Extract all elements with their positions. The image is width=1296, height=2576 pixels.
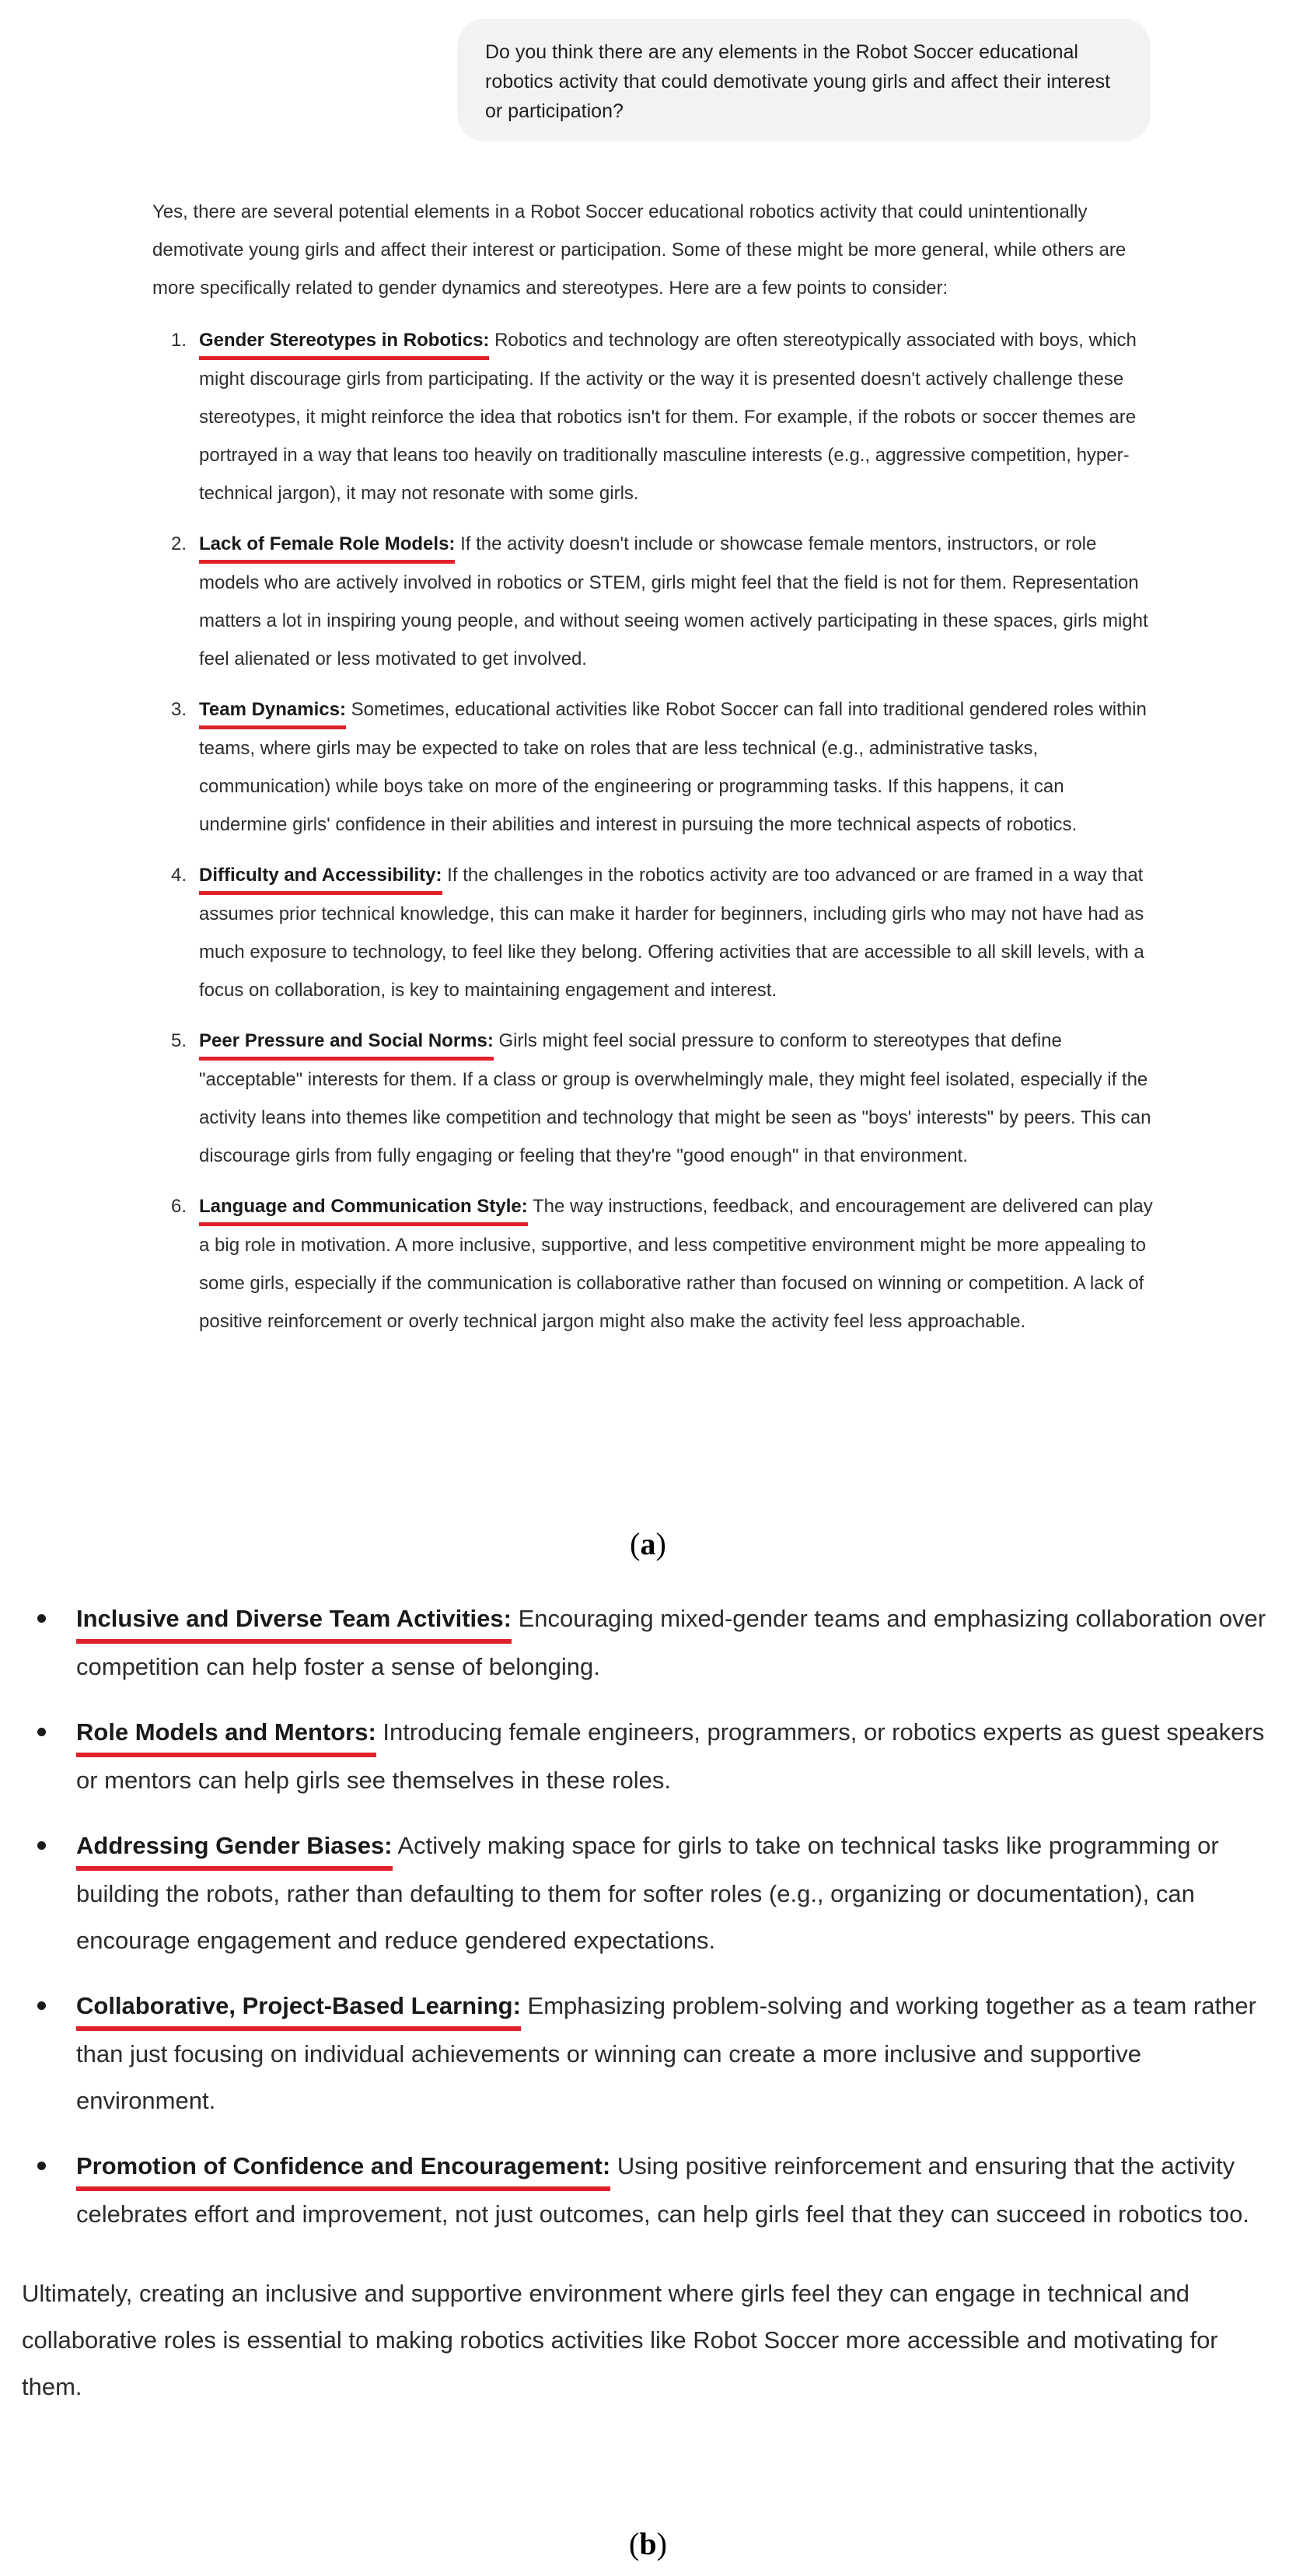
list-item bbox=[152, 525, 1155, 678]
caption-paren-close: ) bbox=[655, 1526, 666, 1561]
list-item-text: If the challenges in the robotics activity are too advanced or are framed in a way that assumes prior technical knowledge, this can make it harder for beginners, including girls who may not have had as much exposure to technology, to feel like they belong. Offering activities that are accessible to all skill levels, with a focus on collaboration, is key to maintaining engagement and interest. bbox=[199, 865, 1144, 1001]
list-item-title: Role Models and Mentors: bbox=[76, 1712, 376, 1757]
list-item-title: Language and Communication Style: bbox=[199, 1191, 528, 1226]
assistant-response-a bbox=[152, 193, 1155, 1353]
list-item-title: Peer Pressure and Social Norms: bbox=[199, 1026, 494, 1061]
list-item bbox=[152, 321, 1155, 512]
list-item-number: 5. bbox=[171, 1030, 187, 1051]
bullet-icon bbox=[37, 2162, 46, 2170]
list-item-text: If the activity doesn't include or showcase female mentors, instructors, or role models who are actively involved in robotics or STEM, girls might feel that the field is not for them. Representation matters a lot in inspiring young people, and without seeing women actively participating in these spaces, girls might feel alienated or less motivated to get involved. bbox=[199, 533, 1148, 669]
list-item bbox=[152, 1022, 1155, 1175]
bullet-icon bbox=[37, 1614, 46, 1623]
caption-letter: a bbox=[640, 1526, 656, 1561]
list-item-title: Inclusive and Diverse Team Activities: bbox=[76, 1599, 512, 1644]
list-item-text: Emphasizing problem-solving and working together as a team rather than just focusing on individual achievements or winning can create a more inclusive and supportive environment. bbox=[76, 1992, 1256, 2114]
caption-paren-open: ( bbox=[630, 1526, 641, 1561]
list-item-title: Team Dynamics: bbox=[199, 694, 346, 729]
list-item bbox=[22, 1983, 1275, 2124]
list-item-title: Addressing Gender Biases: bbox=[76, 1826, 393, 1871]
assistant-response-b bbox=[22, 1596, 1275, 2410]
list-item bbox=[22, 1823, 1275, 1964]
list-item-text: Girls might feel social pressure to conform to stereotypes that define "acceptable" interests for them. If a class or group is overwhelmingly male, they might feel isolated, especially if the activity leans into themes like competition and technology that might be seen as "boys' interests" by peers. This can discourage girls from fully engaging or feeling that they're "good enough" in that environment. bbox=[199, 1030, 1151, 1166]
list-item-title: Collaborative, Project-Based Learning: bbox=[76, 1986, 521, 2031]
list-item-text: Robotics and technology are often stereotypically associated with boys, which might discourage girls from participating. If the activity or the way it is presented doesn't actively challenge these stereotypes, it might reinforce the idea that robotics isn't for them. For example, if the robots or soccer themes are portrayed in a way that leans too heavily on traditionally masculine interests (e.g., aggressive competition, hyper-technical jargon), it may not resonate with some girls. bbox=[199, 330, 1137, 504]
list-item bbox=[22, 1709, 1275, 1804]
bullet-icon bbox=[37, 1728, 46, 1736]
caption-paren-close: ) bbox=[656, 2526, 667, 2561]
list-item-text: The way instructions, feedback, and encouragement are delivered can play a big role in motivation. A more inclusive, supportive, and less competitive environment might be more appealing to some girls, especially if the communication is collaborative rather than focused on winning or competition. A lack of positive reinforcement or overly technical jargon might also make the activity feel less approachable. bbox=[199, 1196, 1153, 1332]
list-item-title: Gender Stereotypes in Robotics: bbox=[199, 325, 489, 360]
caption-letter: b bbox=[639, 2526, 657, 2561]
list-item-text: Introducing female engineers, programmers, or robotics experts as guest speakers or mentors can help girls see themselves in these roles. bbox=[76, 1718, 1265, 1794]
list-item-number: 3. bbox=[171, 699, 187, 720]
user-message-text: Do you think there are any elements in the Robot Soccer educational robotics activity that could demotivate young girls and affect their interest or participation? bbox=[485, 41, 1111, 122]
response-intro: Yes, there are several potential elements in a Robot Soccer educational robotics activity that could unintentionally demotivate young girls and affect their interest or participation. Some of these might be more general, while others are more specifically related to gender dynamics and stereotypes. Here are a few points to consider: bbox=[152, 201, 1127, 299]
user-message-bubble bbox=[457, 19, 1151, 142]
list-item bbox=[152, 690, 1155, 844]
panel-b-caption bbox=[0, 2525, 1296, 2562]
list-item bbox=[22, 2143, 1275, 2238]
list-item-text: Sometimes, educational activities like Robot Soccer can fall into traditional gendered roles within teams, where girls may be expected to take on roles that are less technical (e.g., administrative tasks, communication) while boys take on more of the engineering or programming tasks. If this happens, it can undermine girls' confidence in their abilities and interest in pursuing the more technical aspects of robotics. bbox=[199, 699, 1147, 835]
caption-paren-open: ( bbox=[629, 2526, 640, 2561]
suggestions-list bbox=[22, 1596, 1275, 2238]
bullet-icon bbox=[37, 1841, 46, 1850]
list-item bbox=[152, 856, 1155, 1009]
list-item-number: 4. bbox=[171, 865, 187, 886]
list-item-text: Actively making space for girls to take on technical tasks like programming or building the robots, rather than defaulting to them for softer roles (e.g., organizing or documentation), can encourage engagement and reduce gendered expectations. bbox=[76, 1832, 1219, 1954]
list-item-number: 2. bbox=[171, 533, 187, 554]
list-item-number: 6. bbox=[171, 1196, 187, 1217]
response-conclusion: Ultimately, creating an inclusive and supportive environment where girls feel they can engage in technical and collaborative roles is essential to making robotics activities like Robot Soccer more accessible and motivating for them. bbox=[22, 2280, 1218, 2400]
panel-a-caption bbox=[0, 1526, 1296, 1562]
panel-b bbox=[0, 1578, 1296, 2576]
list-item bbox=[152, 1187, 1155, 1340]
list-item-number: 1. bbox=[171, 330, 187, 351]
list-item bbox=[22, 1596, 1275, 1690]
list-item-title: Lack of Female Role Models: bbox=[199, 529, 455, 564]
list-item-text: Using positive reinforcement and ensuring that the activity celebrates effort and improvement, not just outcomes, can help girls feel that they can succeed in robotics too. bbox=[76, 2152, 1249, 2228]
list-item-title: Difficulty and Accessibility: bbox=[199, 860, 442, 895]
considerations-list bbox=[152, 321, 1155, 1340]
bullet-icon bbox=[37, 2001, 46, 2010]
list-item-text: Encouraging mixed-gender teams and emphasizing collaboration over competition can help foster a sense of belonging. bbox=[76, 1605, 1266, 1680]
list-item-title: Promotion of Confidence and Encouragement: bbox=[76, 2146, 610, 2191]
